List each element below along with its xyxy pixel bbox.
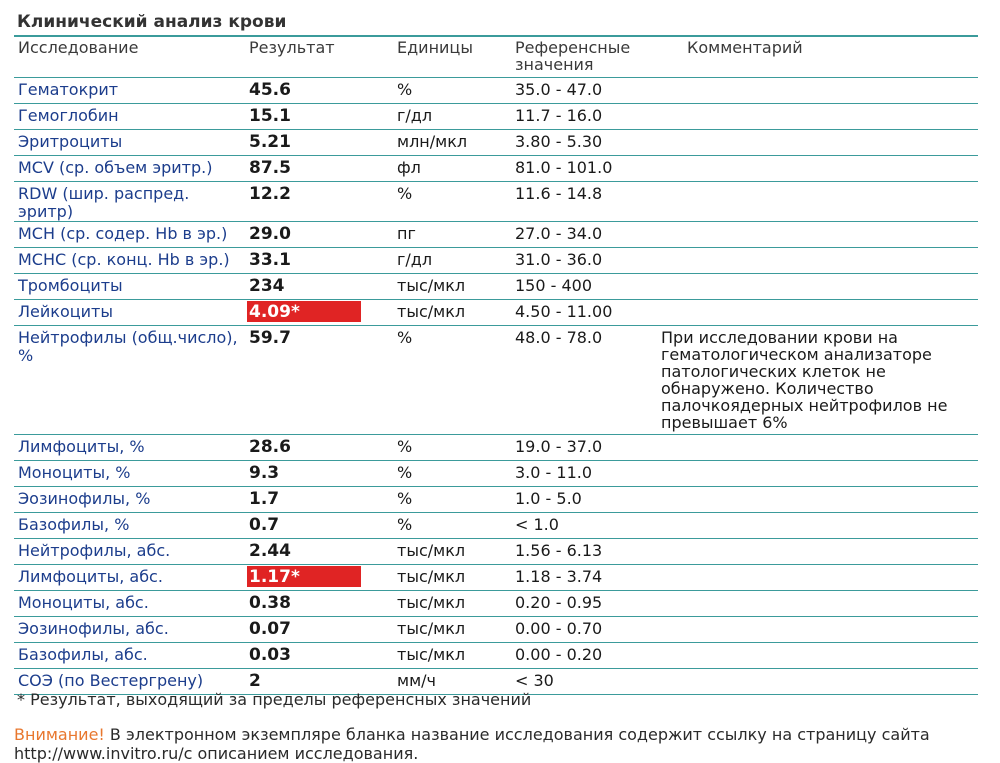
result-comment	[657, 222, 978, 248]
result-units: тыс/мкл	[393, 539, 511, 565]
result-comment	[657, 104, 978, 130]
result-value: 29.0	[249, 224, 291, 244]
table-row	[14, 487, 978, 513]
result-cell	[245, 461, 393, 487]
result-comment	[657, 617, 978, 643]
result-value: 15.1	[249, 106, 291, 126]
result-reference: 81.0 - 101.0	[511, 156, 657, 182]
table-row	[14, 617, 978, 643]
result-units: %	[393, 461, 511, 487]
result-cell	[245, 104, 393, 130]
result-units: тыс/мкл	[393, 617, 511, 643]
result-value: 45.6	[249, 80, 291, 100]
result-name: Гемоглобин	[14, 104, 245, 130]
result-comment: При исследовании крови на гематологическом анализаторе патологических клеток не обнаружено. Количество палочкоядерных нейтрофилов не превышает 6%	[657, 326, 978, 435]
result-value: 2	[249, 671, 261, 691]
result-reference: 48.0 - 78.0	[511, 326, 657, 435]
result-name: Эозинофилы, абс.	[14, 617, 245, 643]
result-units: тыс/мкл	[393, 300, 511, 326]
result-units: %	[393, 326, 511, 435]
results-table	[14, 35, 978, 695]
result-reference: 11.7 - 16.0	[511, 104, 657, 130]
result-cell	[245, 487, 393, 513]
result-name: MCH (ср. содер. Hb в эр.)	[14, 222, 245, 248]
result-units: %	[393, 513, 511, 539]
result-reference: 35.0 - 47.0	[511, 78, 657, 104]
result-cell	[245, 78, 393, 104]
result-value: 0.03	[249, 645, 291, 665]
result-units: %	[393, 182, 511, 222]
result-name: Базофилы, абс.	[14, 643, 245, 669]
result-name: Базофилы, %	[14, 513, 245, 539]
result-comment	[657, 130, 978, 156]
result-reference: 0.00 - 0.70	[511, 617, 657, 643]
result-units: тыс/мкл	[393, 591, 511, 617]
result-name: Тромбоциты	[14, 274, 245, 300]
result-units: %	[393, 487, 511, 513]
result-units: фл	[393, 156, 511, 182]
header-name: Исследование	[14, 36, 245, 78]
result-comment	[657, 78, 978, 104]
result-value: 59.7	[249, 328, 291, 348]
result-value: 9.3	[249, 463, 280, 483]
table-row	[14, 591, 978, 617]
result-value: 0.38	[249, 593, 291, 613]
result-value: 1.7	[249, 489, 280, 509]
flagged-result-value: 4.09*	[247, 301, 361, 322]
result-cell	[245, 130, 393, 156]
result-comment	[657, 182, 978, 222]
table-row	[14, 104, 978, 130]
result-comment	[657, 435, 978, 461]
result-value: 87.5	[249, 158, 291, 178]
result-comment	[657, 669, 978, 695]
result-reference: 31.0 - 36.0	[511, 248, 657, 274]
result-cell	[245, 326, 393, 435]
result-cell	[245, 617, 393, 643]
result-value: 33.1	[249, 250, 291, 270]
result-cell	[245, 591, 393, 617]
table-row	[14, 565, 978, 591]
table-row	[14, 248, 978, 274]
header-result: Результат	[245, 36, 393, 78]
table-row	[14, 513, 978, 539]
table-row	[14, 130, 978, 156]
result-name: СОЭ (по Вестергрену)	[14, 669, 245, 695]
result-name: Лимфоциты, %	[14, 435, 245, 461]
result-comment	[657, 565, 978, 591]
table-row	[14, 300, 978, 326]
result-name: Моноциты, абс.	[14, 591, 245, 617]
result-name: MCHC (ср. конц. Hb в эр.)	[14, 248, 245, 274]
result-units: пг	[393, 222, 511, 248]
result-units: %	[393, 78, 511, 104]
result-reference: 1.56 - 6.13	[511, 539, 657, 565]
result-comment	[657, 461, 978, 487]
table-row	[14, 539, 978, 565]
result-reference: < 1.0	[511, 513, 657, 539]
result-value: 234	[249, 276, 285, 296]
result-reference: < 30	[511, 669, 657, 695]
table-row	[14, 222, 978, 248]
result-comment	[657, 248, 978, 274]
warning-text: В электронном экземпляре бланка название исследования содержит ссылку на страницу сайта http://www.invitro.ru/с описанием исследования.	[14, 725, 930, 763]
footnote: * Результат, выходящий за пределы референсных значений	[17, 690, 532, 709]
flagged-result-value: 1.17*	[247, 566, 361, 587]
result-name: RDW (шир. распред. эритр)	[14, 182, 245, 222]
result-reference: 27.0 - 34.0	[511, 222, 657, 248]
result-cell	[245, 565, 393, 591]
table-row	[14, 461, 978, 487]
result-reference: 19.0 - 37.0	[511, 435, 657, 461]
result-value: 5.21	[249, 132, 291, 152]
warning-note	[14, 725, 984, 763]
result-units: тыс/мкл	[393, 274, 511, 300]
table-row	[14, 182, 978, 222]
result-comment	[657, 156, 978, 182]
result-cell	[245, 182, 393, 222]
result-cell	[245, 274, 393, 300]
result-units: %	[393, 435, 511, 461]
result-units: млн/мкл	[393, 130, 511, 156]
result-name: MCV (ср. объем эритр.)	[14, 156, 245, 182]
table-header-row	[14, 36, 978, 78]
result-units: мм/ч	[393, 669, 511, 695]
result-reference: 0.00 - 0.20	[511, 643, 657, 669]
result-value: 28.6	[249, 437, 291, 457]
result-comment	[657, 274, 978, 300]
result-reference: 150 - 400	[511, 274, 657, 300]
result-value: 0.07	[249, 619, 291, 639]
table-row	[14, 643, 978, 669]
result-comment	[657, 300, 978, 326]
result-reference: 4.50 - 11.00	[511, 300, 657, 326]
table-row	[14, 156, 978, 182]
result-reference: 3.0 - 11.0	[511, 461, 657, 487]
result-name: Эозинофилы, %	[14, 487, 245, 513]
page-title: Клинический анализ крови	[17, 12, 287, 32]
result-name: Нейтрофилы (общ.число), %	[14, 326, 245, 435]
result-cell	[245, 539, 393, 565]
result-cell	[245, 643, 393, 669]
result-comment	[657, 513, 978, 539]
warning-label: Внимание!	[14, 725, 105, 744]
result-cell	[245, 248, 393, 274]
result-cell	[245, 222, 393, 248]
result-reference: 0.20 - 0.95	[511, 591, 657, 617]
result-comment	[657, 643, 978, 669]
result-comment	[657, 487, 978, 513]
result-reference: 1.18 - 3.74	[511, 565, 657, 591]
result-name: Нейтрофилы, абс.	[14, 539, 245, 565]
result-cell	[245, 435, 393, 461]
table-row	[14, 326, 978, 435]
result-name: Лимфоциты, абс.	[14, 565, 245, 591]
result-name: Эритроциты	[14, 130, 245, 156]
result-units: тыс/мкл	[393, 565, 511, 591]
result-comment	[657, 591, 978, 617]
result-value: 12.2	[249, 184, 291, 204]
result-units: г/дл	[393, 248, 511, 274]
result-cell	[245, 300, 393, 326]
result-reference: 1.0 - 5.0	[511, 487, 657, 513]
result-cell	[245, 513, 393, 539]
result-value: 2.44	[249, 541, 291, 561]
result-units: г/дл	[393, 104, 511, 130]
result-units: тыс/мкл	[393, 643, 511, 669]
result-name: Гематокрит	[14, 78, 245, 104]
result-reference: 11.6 - 14.8	[511, 182, 657, 222]
header-units: Единицы	[393, 36, 511, 78]
table-row	[14, 435, 978, 461]
table-row	[14, 274, 978, 300]
result-reference: 3.80 - 5.30	[511, 130, 657, 156]
header-comment: Комментарий	[657, 36, 978, 78]
result-name: Моноциты, %	[14, 461, 245, 487]
result-value: 0.7	[249, 515, 280, 535]
result-comment	[657, 539, 978, 565]
result-name: Лейкоциты	[14, 300, 245, 326]
table-row	[14, 78, 978, 104]
result-cell	[245, 156, 393, 182]
header-ref: Референсные значения	[511, 36, 657, 78]
